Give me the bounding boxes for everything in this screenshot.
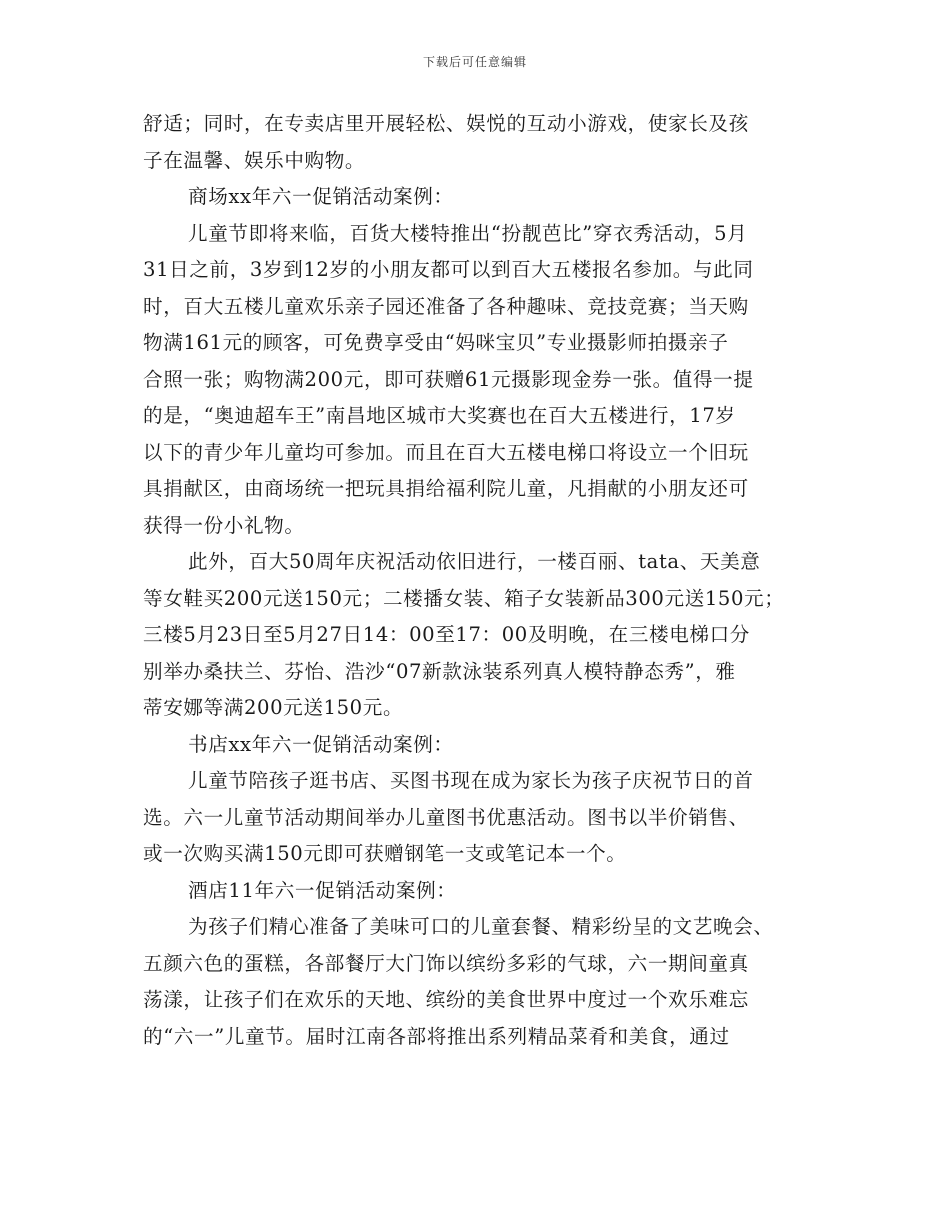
text-line: 的是，“奥迪超车王”南昌地区城市大奖赛也在百大五楼进行，17岁 <box>143 404 736 427</box>
text-line: 酒店11年六一促销活动案例： <box>188 878 457 902</box>
text-line: 选。六一儿童节活动期间举办儿童图书优惠活动。图书以半价销售、 <box>143 805 749 829</box>
text-line: 子在温馨、娱乐中购物。 <box>143 148 366 172</box>
text-line: 时，百大五楼儿童欢乐亲子园还准备了各种趣味、竞技竞赛；当天购 <box>143 294 749 318</box>
text-line: 合照一张；购物满200元，即可获赠61元摄影现金券一张。值得一提 <box>143 367 754 391</box>
text-line: 商场xx年六一促销活动案例： <box>188 185 454 208</box>
document-body <box>143 106 807 1055</box>
text-line: 或一次购买满150元即可获赠钢笔一支或笔记本一个。 <box>143 842 627 865</box>
text-line: 舒适；同时，在专卖店里开展轻松、娱悦的互动小游戏，使家长及孩 <box>143 112 749 135</box>
text-line: 等女鞋买200元送150元；二楼播女装、箱子女装新品300元送150元； <box>143 586 785 610</box>
text-line: 别举办桑扶兰、芬怡、浩沙“07新款泳装系列真人模特静态秀”，雅 <box>143 659 736 683</box>
text-line: 儿童节即将来临，百货大楼特推出“扮靓芭比”穿衣秀活动，5月 <box>188 221 748 245</box>
text-line: 荡漾，让孩子们在欢乐的天地、缤纷的美食世界中度过一个欢乐难忘 <box>143 988 749 1011</box>
text-line: 以下的青少年儿童均可参加。而且在百大五楼电梯口将设立一个旧玩 <box>143 440 749 464</box>
text-line: 的“六一”儿童节。届时江南各部将推出系列精品菜肴和美食，通过 <box>143 1024 730 1048</box>
text-line: 三楼5月23日至5月27日14：00至17：00及明晚，在三楼电梯口分 <box>143 623 750 646</box>
text-line: 五颜六色的蛋糕，各部餐厅大门饰以缤纷多彩的气球，六一期间童真 <box>143 951 749 975</box>
text-line: 此外，百大50周年庆祝活动依旧进行，一楼百丽、tata、天美意 <box>188 550 761 573</box>
text-line: 蒂安娜等满200元送150元。 <box>143 696 404 719</box>
text-line: 为孩子们精心准备了美味可口的儿童套餐、精彩纷呈的文艺晚会、 <box>188 915 774 938</box>
text-line: 获得一份小礼物。 <box>143 513 305 537</box>
text-line: 儿童节陪孩子逛书店、买图书现在成为家长为孩子庆祝节日的首 <box>188 769 754 792</box>
text-line: 物满161元的顾客，可免费享受由“妈咪宝贝”专业摄影师拍摄亲子 <box>143 331 729 354</box>
page-header: 下载后可任意编辑 <box>422 55 527 69</box>
text-line: 具捐献区，由商场统一把玩具捐给福利院儿童，凡捐献的小朋友还可 <box>143 477 749 500</box>
text-line: 31日之前，3岁到12岁的小朋友都可以到百大五楼报名参加。与此同 <box>143 258 754 281</box>
text-line: 书店xx年六一促销活动案例： <box>188 732 454 756</box>
